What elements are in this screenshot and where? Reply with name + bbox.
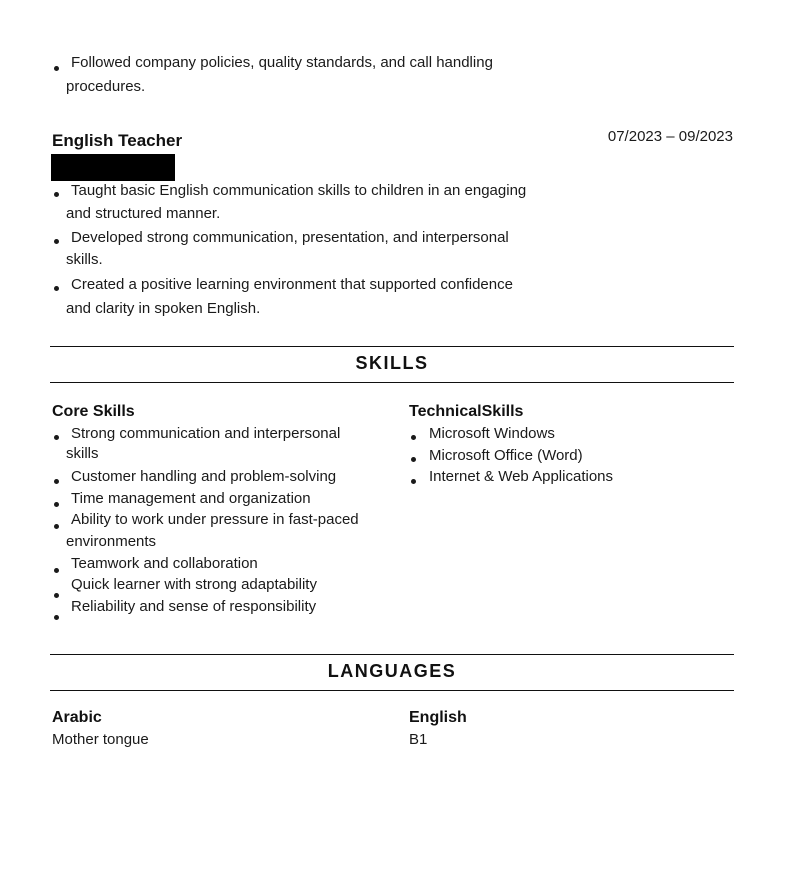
job-bullet-3: Created a positive learning environment that supported confidence	[71, 276, 513, 293]
bullet-dot	[54, 593, 59, 598]
section-rule-top	[50, 346, 734, 347]
core-skill-item-cont: skills	[66, 445, 99, 462]
core-skill-item: Ability to work under pressure in fast-paced	[71, 511, 359, 528]
core-skill-item: Strong communication and interpersonal	[71, 425, 341, 442]
bullet-dot	[54, 479, 59, 484]
bullet-dot	[54, 615, 59, 620]
bullet-dot	[411, 457, 416, 462]
bullet-dot	[54, 568, 59, 573]
language-level: Mother tongue	[52, 731, 149, 748]
redacted-employer	[51, 154, 175, 181]
core-skill-item-cont: environments	[66, 533, 157, 550]
job-bullet-1: Taught basic English communication skills to children in an engaging	[71, 182, 527, 199]
language-name: Arabic	[52, 709, 102, 726]
job-title: English Teacher	[52, 131, 183, 150]
bullet-dot	[54, 239, 59, 244]
job-dates: 07/2023 – 09/2023	[607, 128, 733, 145]
job-bullet-2: Developed strong communication, presentation, and interpersonal	[71, 229, 509, 246]
core-skill-item: Customer handling and problem-solving	[71, 468, 337, 485]
technical-skills-title: TechnicalSkills	[409, 403, 524, 420]
technical-skill-item: Microsoft Windows	[429, 425, 555, 442]
core-skill-item: Teamwork and collaboration	[71, 555, 258, 572]
bullet-dot	[54, 192, 59, 197]
job-bullet-3-cont: and clarity in spoken English.	[66, 300, 261, 317]
job-bullet-2-cont: skills.	[66, 251, 103, 268]
bullet-dot	[54, 286, 59, 291]
core-skill-item: Time management and organization	[71, 490, 311, 507]
core-skills-title: Core Skills	[52, 403, 135, 420]
bullet-dot	[411, 435, 416, 440]
section-rule-top	[50, 654, 734, 655]
skills-heading: SKILLS	[355, 353, 429, 373]
section-rule-bottom	[50, 690, 734, 691]
bullet-dot	[54, 435, 59, 440]
core-skill-item: Reliability and sense of responsibility	[71, 598, 317, 615]
technical-skill-item: Microsoft Office (Word)	[429, 447, 583, 464]
core-skill-item: Quick learner with strong adaptability	[71, 576, 317, 593]
experience-bullet-text-cont: procedures.	[66, 78, 146, 95]
languages-heading: LANGUAGES	[327, 661, 457, 681]
language-name: English	[409, 709, 467, 726]
bullet-dot	[54, 524, 59, 529]
language-level: B1	[409, 731, 428, 748]
bullet-dot	[411, 479, 416, 484]
experience-bullet-text: Followed company policies, quality standards, and call handling	[71, 54, 493, 71]
bullet-dot	[54, 66, 59, 71]
job-bullet-1-cont: and structured manner.	[66, 205, 221, 222]
technical-skill-item: Internet & Web Applications	[429, 468, 613, 485]
section-rule-bottom	[50, 382, 734, 383]
bullet-dot	[54, 502, 59, 507]
